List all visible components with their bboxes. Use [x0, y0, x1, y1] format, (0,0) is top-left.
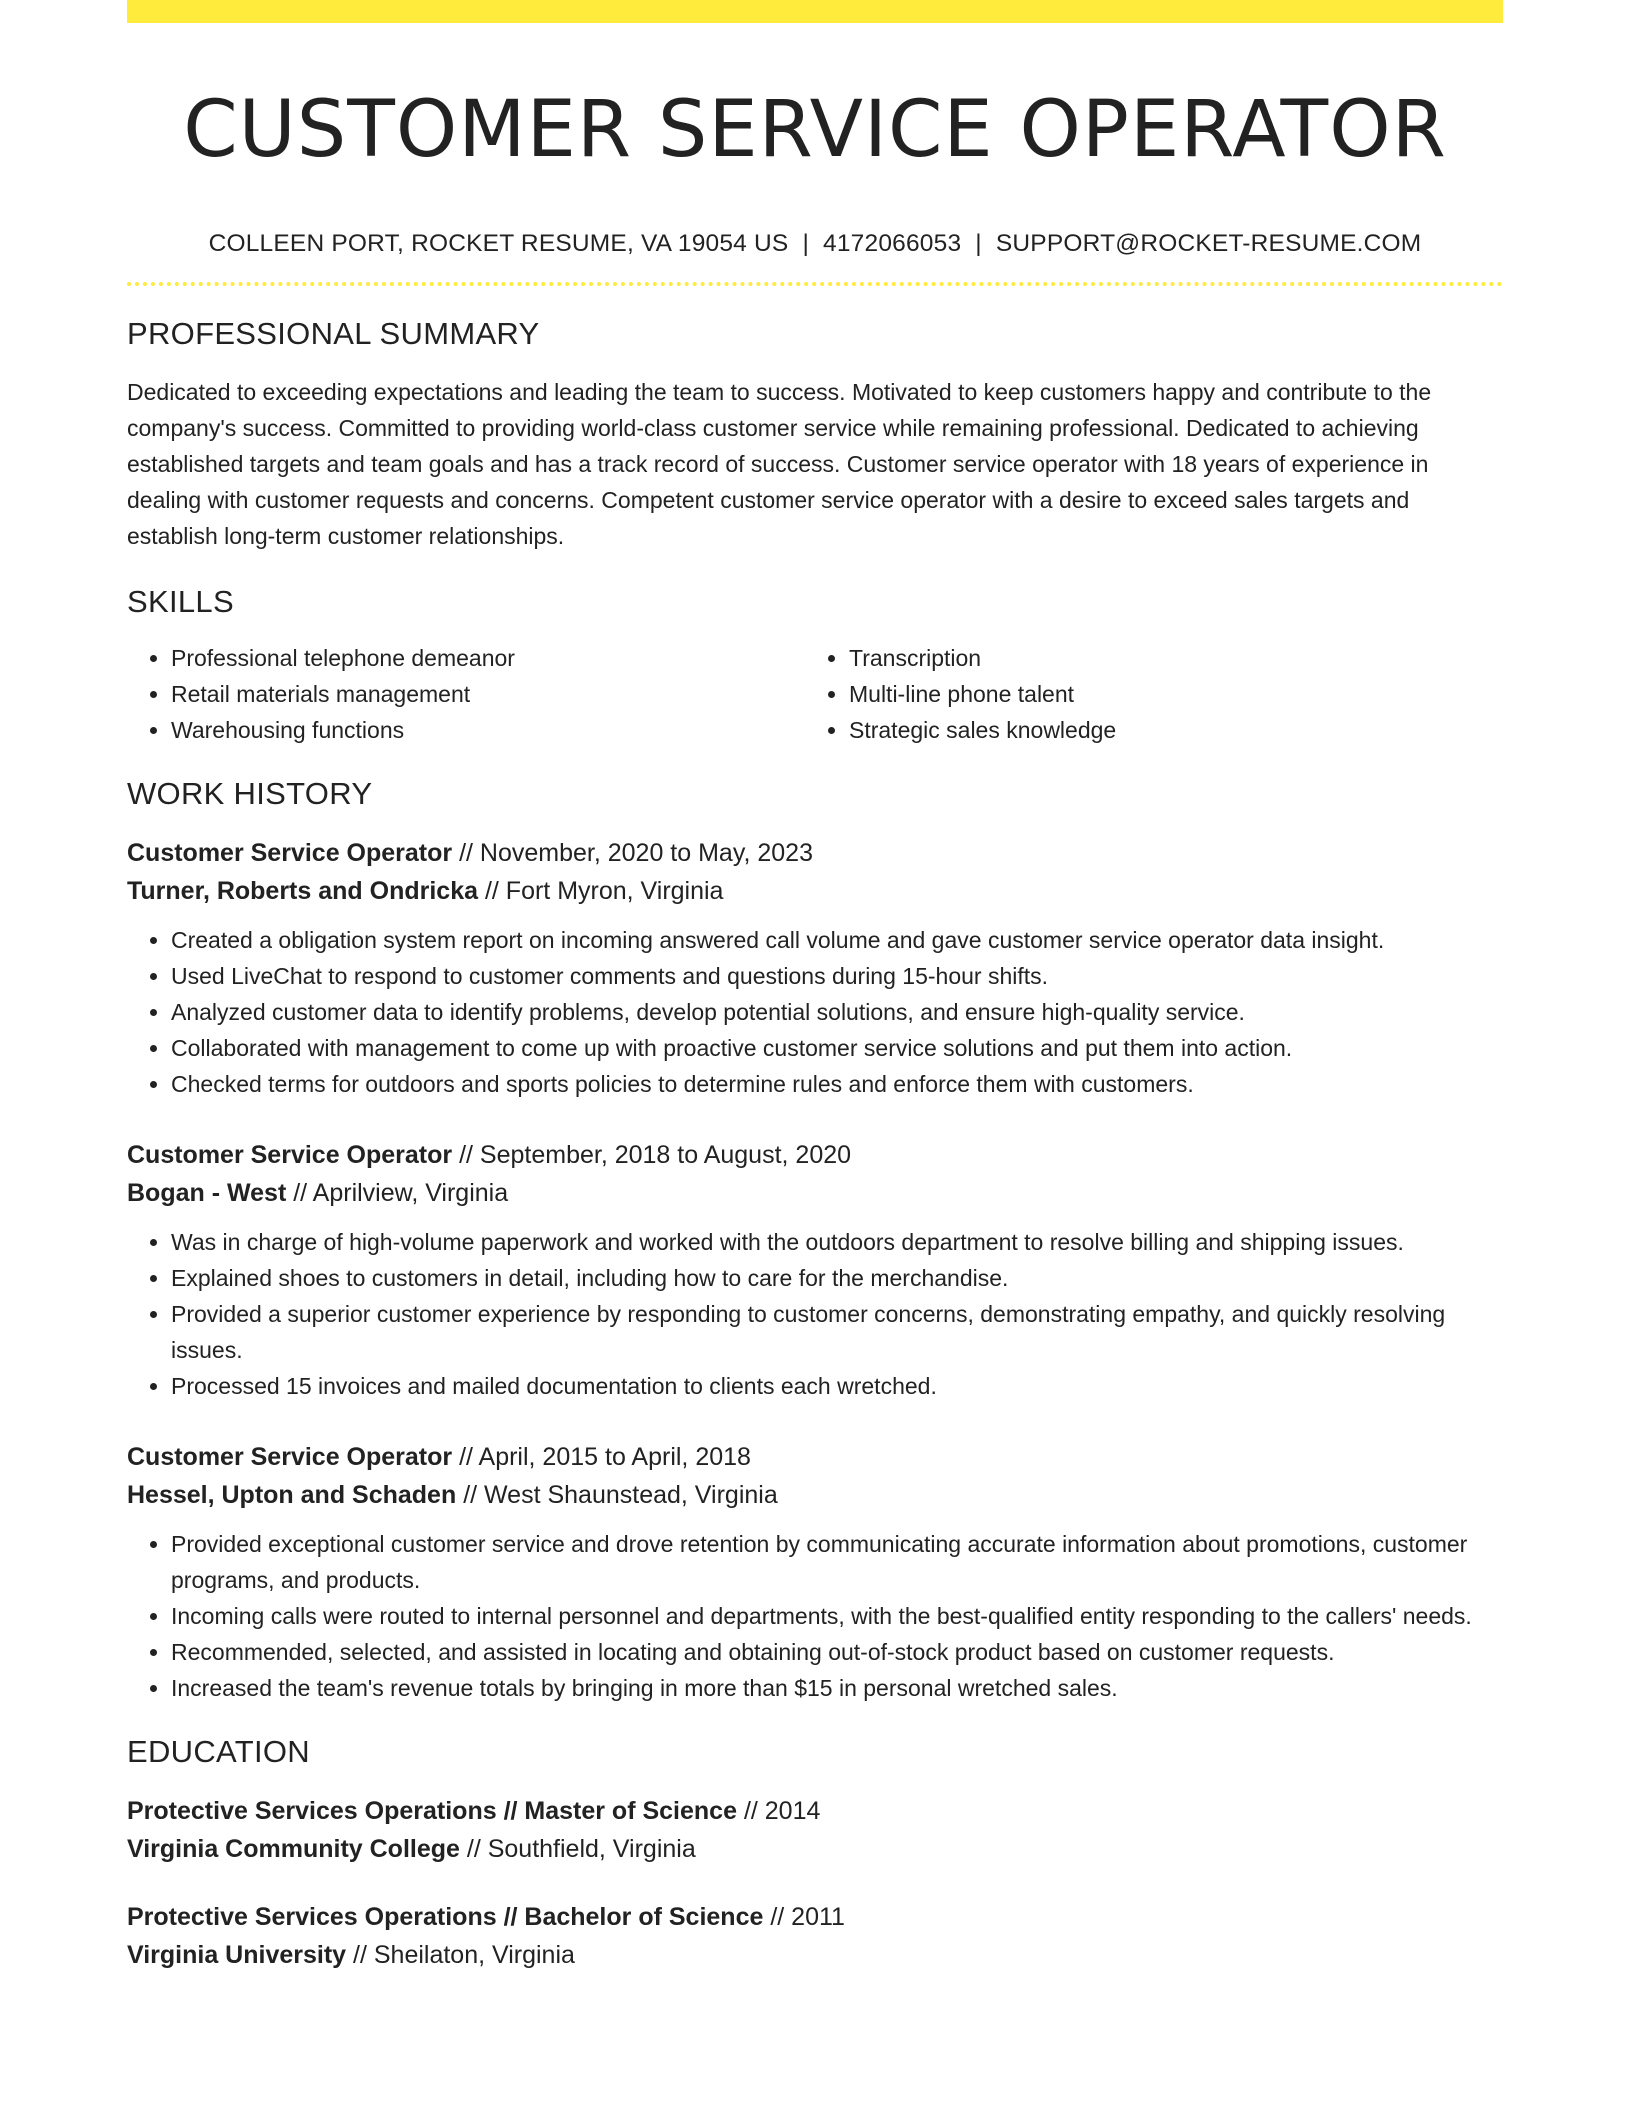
job-title: Customer Service Operator	[127, 839, 453, 867]
contact-separator: |	[975, 230, 982, 257]
resume-content	[127, 0, 1503, 1974]
job-bullets	[127, 922, 1503, 1102]
degree-year: // 2011	[763, 1903, 845, 1931]
job-bullet: • Increased the team's revenue totals by bringing in more than $15 in personal wretched sales.	[171, 1670, 1503, 1706]
job-location: // Aprilview, Virginia	[286, 1179, 509, 1207]
job-bullet: • Was in charge of high-volume paperwork and worked with the outdoors department to resolve billing and shipping issues.	[171, 1224, 1503, 1260]
job-title: Customer Service Operator	[127, 1141, 453, 1169]
job-bullet: • Checked terms for outdoors and sports policies to determine rules and enforce them with customers.	[171, 1066, 1503, 1102]
education-heading: EDUCATION	[127, 1734, 310, 1769]
job-company-line	[127, 1476, 1503, 1514]
job-entry	[127, 834, 1503, 1102]
job-entry	[127, 1438, 1503, 1706]
school-line	[127, 1936, 1503, 1974]
job-bullet: • Processed 15 invoices and mailed documentation to clients each wretched.	[171, 1368, 1503, 1404]
degree: Protective Services Operations // Bachelor of Science	[127, 1903, 764, 1931]
job-entry	[127, 1136, 1503, 1404]
job-dates: // September, 2018 to August, 2020	[452, 1141, 852, 1169]
summary-heading: PROFESSIONAL SUMMARY	[127, 316, 540, 351]
contact-line	[127, 228, 1503, 260]
job-bullet: • Created a obligation system report on incoming answered call volume and gave customer service operator data insight.	[171, 922, 1503, 958]
job-bullet: • Used LiveChat to respond to customer comments and questions during 15-hour shifts.	[171, 958, 1503, 994]
job-title: Customer Service Operator	[127, 1443, 453, 1471]
education-entry	[127, 1898, 1503, 1974]
job-title-line	[127, 834, 1503, 872]
contact-email: SUPPORT@ROCKET-RESUME.COM	[995, 230, 1422, 257]
skill-item: • Professional telephone demeanor	[171, 640, 805, 676]
job-company-line	[127, 1174, 1503, 1212]
skill-item: • Warehousing functions	[171, 712, 805, 748]
school-line	[127, 1830, 1503, 1868]
job-bullet: • Recommended, selected, and assisted in locating and obtaining out-of-stock product based on customer requests.	[171, 1634, 1503, 1670]
job-title-line	[127, 1136, 1503, 1174]
job-dates: // November, 2020 to May, 2023	[452, 839, 813, 867]
degree-line	[127, 1792, 1503, 1830]
job-dates: // April, 2015 to April, 2018	[452, 1443, 751, 1471]
skill-item: • Multi-line phone talent	[849, 676, 1483, 712]
job-bullet: • Incoming calls were routed to internal personnel and departments, with the best-qualified entity responding to the callers' needs.	[171, 1598, 1503, 1634]
job-title-line	[127, 1438, 1503, 1476]
skills-heading: SKILLS	[127, 584, 234, 619]
contact-phone: 4172066053	[823, 230, 962, 257]
job-company-line	[127, 872, 1503, 910]
skill-item: • Transcription	[849, 640, 1483, 676]
degree-year: // 2014	[737, 1797, 821, 1825]
school-location: // Southfield, Virginia	[459, 1835, 696, 1863]
contact-address: COLLEEN PORT, ROCKET RESUME, VA 19054 US	[208, 230, 789, 257]
job-bullet: • Explained shoes to customers in detail, including how to care for the merchandise.	[171, 1260, 1503, 1296]
school: Virginia Community College	[127, 1835, 460, 1863]
job-company: Turner, Roberts and Ondricka	[127, 877, 479, 905]
skills-column-left	[127, 640, 805, 748]
job-bullet: • Analyzed customer data to identify problems, develop potential solutions, and ensure high-quality service.	[171, 994, 1503, 1030]
job-bullets	[127, 1224, 1503, 1404]
education-entry	[127, 1792, 1503, 1868]
job-bullets	[127, 1526, 1503, 1706]
school: Virginia University	[127, 1941, 347, 1969]
job-bullet: • Provided exceptional customer service and drove retention by communicating accurate information about promotions, customer programs, and products.	[171, 1526, 1503, 1598]
job-location: // West Shaunstead, Virginia	[456, 1481, 778, 1509]
job-location: // Fort Myron, Virginia	[478, 877, 724, 905]
job-bullet: • Collaborated with management to come up with proactive customer service solutions and put them into action.	[171, 1030, 1503, 1066]
job-company: Bogan - West	[127, 1179, 287, 1207]
job-bullet: • Provided a superior customer experience by responding to customer concerns, demonstrating empathy, and quickly resolving issues.	[171, 1296, 1503, 1368]
work-history-heading: WORK HISTORY	[127, 776, 373, 811]
skill-item: • Retail materials management	[171, 676, 805, 712]
skill-item: • Strategic sales knowledge	[849, 712, 1483, 748]
degree: Protective Services Operations // Master of Science	[127, 1797, 737, 1825]
school-location: // Sheilaton, Virginia	[346, 1941, 575, 1969]
summary-text: Dedicated to exceeding expectations and leading the team to success. Motivated to keep customers happy and contribute to the company's success. Committed to providing world-class customer service while remaining professional. Dedicated to achieving established targets and team goals and has a track record of success. Customer service operator with 18 years of experience in dealing with customer requests and concerns. Competent customer service operator with a desire to exceed sales targets and establish long-term customer relationships.	[127, 379, 1432, 549]
skills-column-right	[805, 640, 1483, 748]
contact-separator: |	[802, 230, 810, 257]
dotted-divider	[127, 282, 1503, 286]
resume-title: CUSTOMER SERVICE OPERATOR	[183, 85, 1447, 175]
degree-line	[127, 1898, 1503, 1936]
job-company: Hessel, Upton and Schaden	[127, 1481, 457, 1509]
skills-list	[127, 640, 1503, 748]
